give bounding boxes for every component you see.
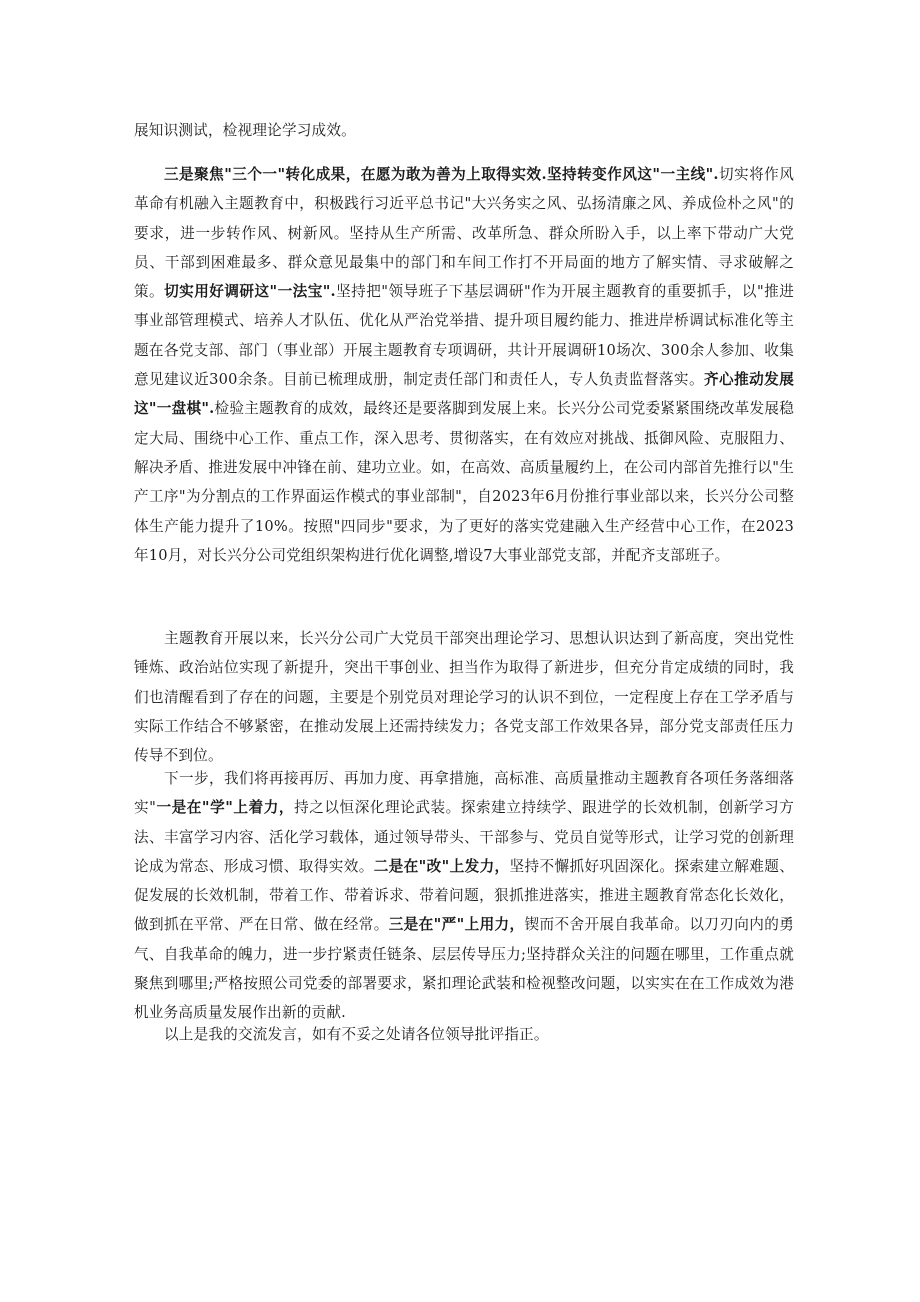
paragraph-achievements-problems	[134, 624, 794, 770]
text-run: 切实将作风革命有机融入主题教育中，积极践行习近平总书记"大兴务实之风、弘扬清廉之风、养成俭朴之风"的要求，进一步转作风、树新风。坚持从生产所需、改革所急、群众所盼入手，以上率下带动广大党员、干部到困难最多、群众意见最集中的部门和车间工作打不开局面的地方了解实情、寻求破解之策。	[134, 166, 794, 301]
text-run: 检验主题教育的成效，最终还是要落脚到发展上来。长兴分公司党委紧紧围绕改革发展稳定大局、围绕中心工作、重点工作，深入思考、贯彻落实，在有效应对挑战、抵御风险、克服阻力、解决矛盾、推进发展中冲锋在前、建功立业。如，在高效、高质量履约上，在公司内部首先推行以"生产工序"为分割点的工作界面运作模式的事业部制"，自2023年6月份推行事业部以来，长兴分公司整体生产能力提升了10%。按照"四同步"要求，为了更好的落实党建融入生产经营中心工作，在2023年10月，对长兴分公司党组织架构进行优化调整,增设7大事业部党支部，并配齐支部班子。	[134, 400, 794, 564]
paragraph-three-focus	[134, 160, 794, 570]
bold-heading-run: 切实用好调研这"一法宝".	[164, 283, 336, 301]
bold-heading-run: 三是在"严"上用力，	[388, 916, 525, 934]
paragraph-next-steps	[134, 764, 794, 1028]
bold-heading-run: 三是聚焦"三个一"转化成果，在愿为敢为善为上取得实效.坚持转变作风这"一主线".	[164, 166, 719, 183]
text-run: 锲而不舍开展自我革命。以刀刃向内的勇气、自我革命的魄力，进一步拧紧责任链条、层层传导压力;坚持群众关注的问题在哪里，工作重点就聚焦到哪里;严格按照公司党委的部署要求，紧扣理论武装和检视整改问题，以实实在在工作成效为港机业务高质量发展作出新的贡献.	[134, 916, 795, 1022]
text-run: 坚持不懈抓好巩固深化。探索建立解难题、促发展的长效机制，带着工作、带着诉求、带着问题，狠抓推进落实，推进主题教育常态化长效化，做到抓在平常、严在日常、做在经常。	[134, 857, 794, 934]
text-run: 展知识测试，检视理论学习成效。	[134, 122, 356, 139]
text-run: 持之以恒深化理论武装。探索建立持续学、跟进学的长效机制，创新学习方法、丰富学习内容、活化学习载体，通过领导带头、干部参与、党员自觉等形式，让学习党的创新理论成为常态、形成习惯、取得实效。	[134, 799, 794, 875]
paragraph-closing	[134, 1020, 794, 1049]
paragraph-continuation	[134, 116, 794, 145]
text-run: 以上是我的交流发言，如有不妥之处请各位领导批评指正。	[164, 1026, 549, 1043]
text-run: 下一步，我们将再接再厉、再加力度、再拿措施，高标准、高质量推动主题教育各项任务落细落实"	[134, 770, 794, 817]
bold-heading-run: 二是在"改"上发力，	[373, 857, 510, 875]
bold-heading-run: 齐心推动发展这"一盘棋".	[134, 371, 794, 418]
text-run: 主题教育开展以来，长兴分公司广大党员干部突出理论学习、思想认识达到了新高度，突出党性锤炼、政治站位实现了新提升，突出干事创业、担当作为取得了新进步，但充分肯定成绩的同时，我们也清醒看到了存在的问题，主要是个别党员对理论学习的认识不到位，一定程度上存在工学矛盾与实际工作结合不够紧密，在推动发展上还需持续发力；各党支部工作效果各异，部分党支部责任压力传导不到位。	[134, 630, 794, 765]
text-run: 坚持把"领导班子下基层调研"作为开展主题教育的重要抓手，以"推进事业部管理模式、培养人才队伍、优化从严治党举措、提升项目履约能力、推进岸桥调试标准化等主题在各党支部、部门（事业部）开展主题教育专项调研，共计开展调研10场次、300余人参加、收集意见建议近300余条。目前已梳理成册，制定责任部门和责任人，专人负责监督落实。	[134, 283, 795, 389]
bold-heading-run: 一是在"学"上着力，	[156, 799, 295, 817]
